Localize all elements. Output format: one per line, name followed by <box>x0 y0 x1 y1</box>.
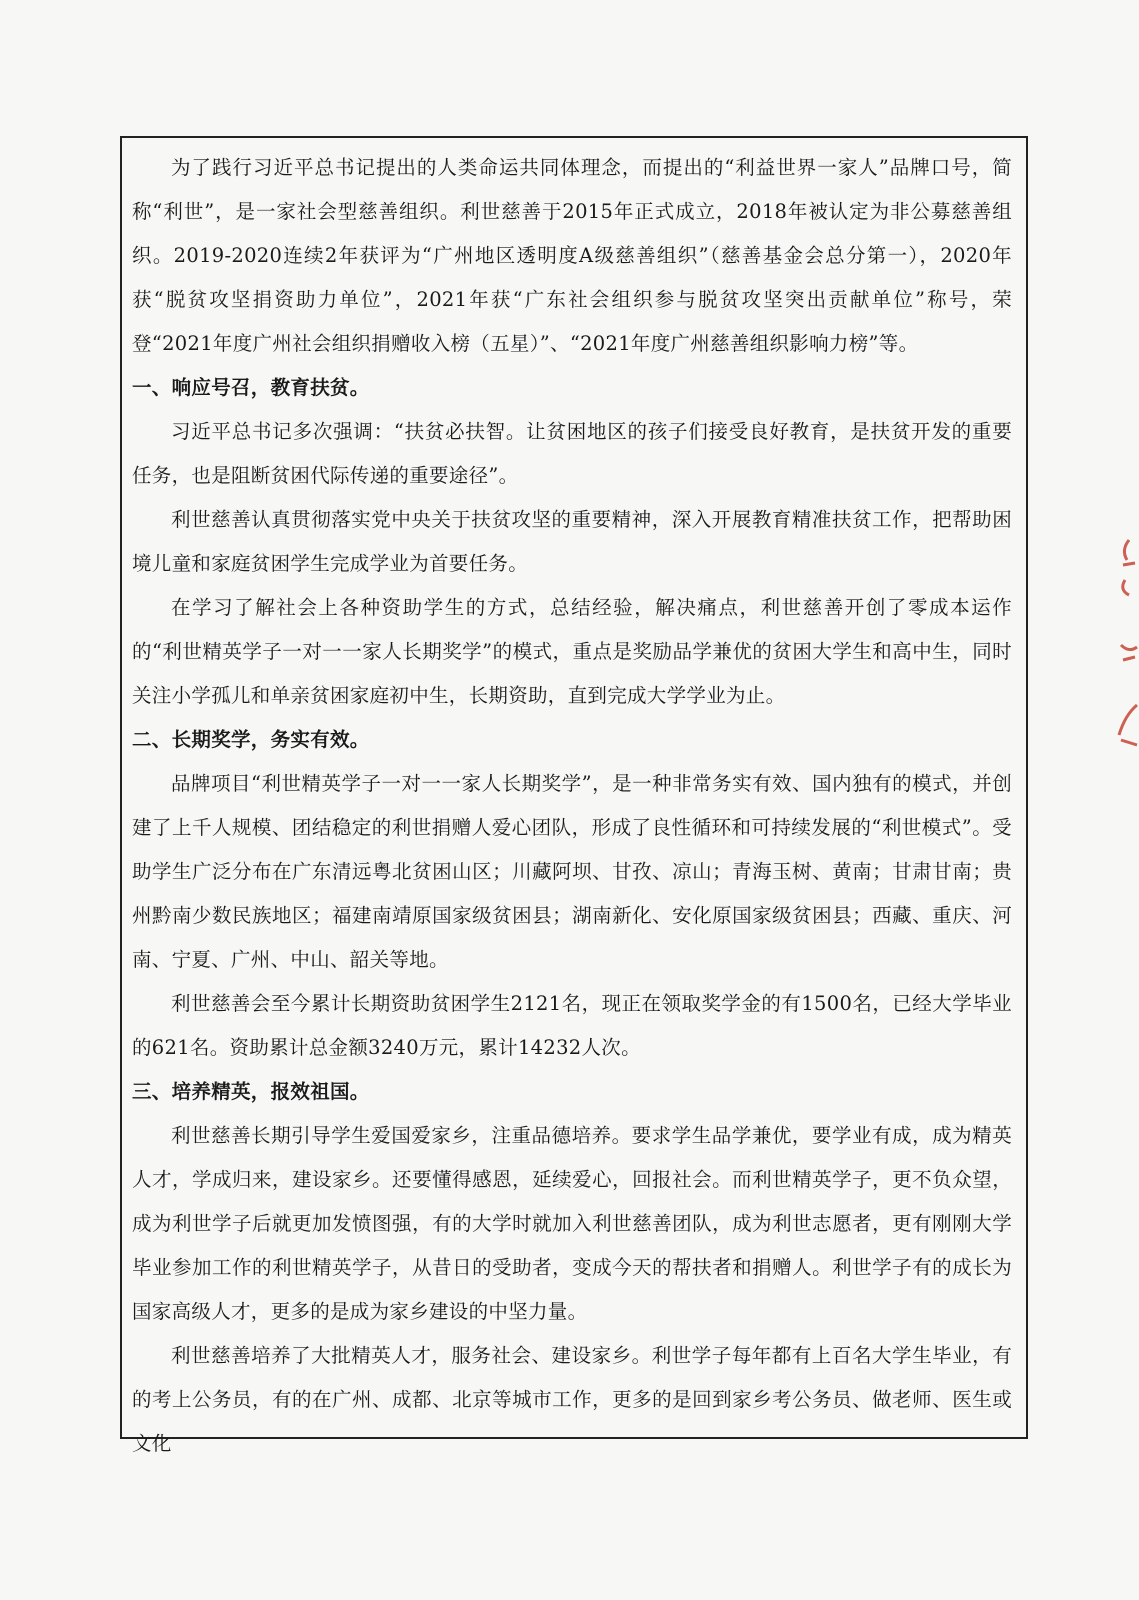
section-1-paragraph-3: 在学习了解社会上各种资助学生的方式，总结经验，解决痛点，利世慈善开创了零成本运作的“利世精英学子一对一一家人长期奖学”的模式，重点是奖励品学兼优的贫困大学生和高中生，同时关注小学孤儿和单亲贫困家庭初中生，长期资助，直到完成大学学业为止。 <box>132 596 1012 707</box>
section-2-paragraph-1: 品牌项目“利世精英学子一对一一家人长期奖学”，是一种非常务实有效、国内独有的模式，并创建了上千人规模、团结稳定的利世捐赠人爱心团队，形成了良性循环和可持续发展的“利世模式”。受助学生广泛分布在广东清远粤北贫困山区；川藏阿坝、甘孜、凉山；青海玉树、黄南；甘肃甘南；贵州黔南少数民族地区；福建南靖原国家级贫困县；湖南新化、安化原国家级贫困县；西藏、重庆、河南、宁夏、广州、中山、韶关等地。 <box>132 772 1012 971</box>
seal-stamp-edge <box>1099 535 1139 775</box>
section-2-heading: 二、长期奖学，务实有效。 <box>132 728 370 751</box>
document-frame <box>120 136 1028 1455</box>
intro-paragraph: 为了践行习近平总书记提出的人类命运共同体理念，而提出的“利益世界一家人”品牌口号，简称“利世”，是一家社会型慈善组织。利世慈善于2015年正式成立，2018年被认定为非公募慈善组织。2019-2020连续2年获评为“广州地区透明度A级慈善组织”（慈善基金会总分第一），2020年获“脱贫攻坚捐资助力单位”，2021年获“广东社会组织参与脱贫攻坚突出贡献单位”称号，荣登“2021年度广州社会组织捐赠收入榜（五星）”、“2021年度广州慈善组织影响力榜”等。 <box>132 156 1012 355</box>
section-2-paragraph-2: 利世慈善会至今累计长期资助贫困学生2121名，现正在领取奖学金的有1500名，已经大学毕业的621名。资助累计总金额3240万元，累计14232人次。 <box>132 992 1012 1059</box>
section-1-paragraph-1: 习近平总书记多次强调：“扶贫必扶智。让贫困地区的孩子们接受良好教育，是扶贫开发的重要任务，也是阻断贫困代际传递的重要途径”。 <box>132 420 1012 487</box>
section-1-paragraph-2: 利世慈善认真贯彻落实党中央关于扶贫攻坚的重要精神，深入开展教育精准扶贫工作，把帮助困境儿童和家庭贫困学生完成学业为首要任务。 <box>132 508 1012 575</box>
section-3-paragraph-2: 利世慈善培养了大批精英人才，服务社会、建设家乡。利世学子每年都有上百名大学生毕业，有的考上公务员，有的在广州、成都、北京等城市工作，更多的是回到家乡考公务员、做老师、医生或文化 <box>132 1344 1012 1455</box>
section-1-heading: 一、响应号召，教育扶贫。 <box>132 376 370 399</box>
section-3-heading: 三、培养精英，报效祖国。 <box>132 1080 370 1103</box>
document-body <box>132 146 1012 1466</box>
section-3-paragraph-1: 利世慈善长期引导学生爱国爱家乡，注重品德培养。要求学生品学兼优，要学业有成，成为精英人才，学成归来，建设家乡。还要懂得感恩，延续爱心，回报社会。而利世精英学子，更不负众望，成为利世学子后就更加发愤图强，有的大学时就加入利世慈善团队，成为利世志愿者，更有刚刚大学毕业参加工作的利世精英学子，从昔日的受助者，变成今天的帮扶者和捐赠人。利世学子有的成长为国家高级人才，更多的是成为家乡建设的中坚力量。 <box>132 1124 1012 1323</box>
